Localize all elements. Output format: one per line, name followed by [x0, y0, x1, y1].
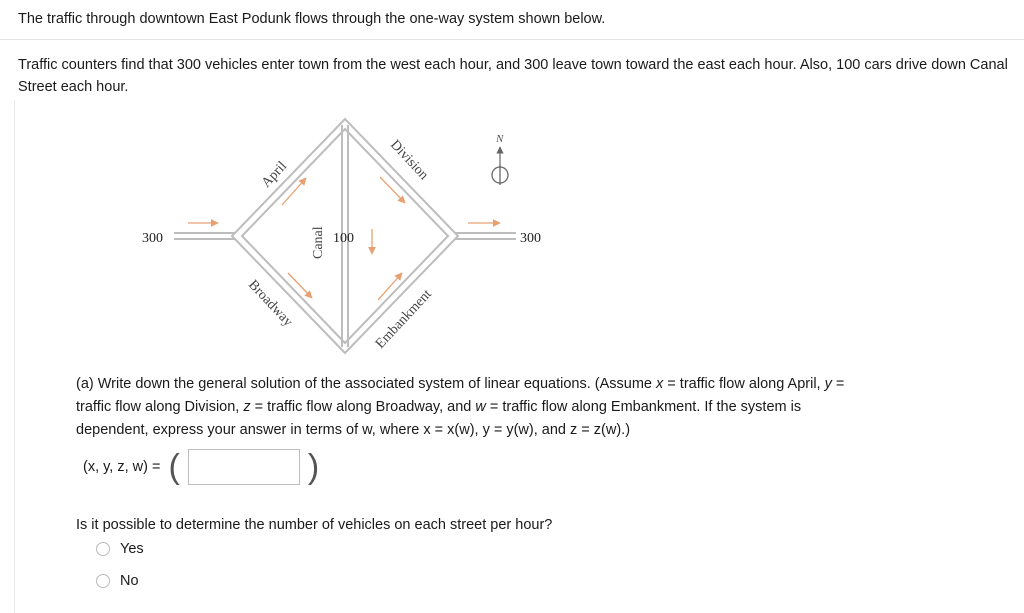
problem-header: [0, 0, 1024, 100]
problem-intro: The traffic through downtown East Podunk flows through the one-way system shown below.: [18, 11, 606, 27]
var-y: y: [824, 376, 832, 392]
canal-flow-value: 100: [333, 231, 354, 246]
header-divider: [0, 39, 1024, 40]
part-a-question: [76, 373, 996, 442]
street-label-canal: Canal: [311, 226, 326, 259]
part-a-text: = traffic flow along Broadway, and: [250, 399, 476, 415]
part-a-text: traffic flow along Division,: [76, 399, 244, 415]
svg-text:N: N: [496, 133, 504, 145]
answer-row: [83, 446, 319, 488]
option-no-label: No: [120, 573, 139, 589]
division-arrow: [380, 177, 405, 203]
paren-close: ): [307, 448, 320, 486]
right-flow-value: 300: [520, 231, 541, 246]
left-flow-value: 300: [142, 231, 163, 246]
part-a-text: (a) Write down the general solution of the associated system of linear equations. (Assume: [76, 376, 657, 392]
part-a-text: = traffic flow along Embankment. If the system is: [485, 399, 802, 415]
answer-input[interactable]: [188, 449, 300, 485]
option-no[interactable]: [96, 573, 139, 589]
part-a-text: =: [831, 376, 845, 392]
part-a-text: dependent, express your answer in terms of w, where x = x(w), y = y(w), and z = z(w).): [76, 422, 631, 438]
part-b-question: Is it possible to determine the number of vehicles on each street per hour?: [76, 517, 553, 533]
part-a-text: = traffic flow along April,: [663, 376, 825, 392]
var-x: x: [656, 376, 664, 392]
street-label-broadway: Broadway: [245, 277, 296, 330]
street-label-division: Division: [387, 137, 431, 184]
problem-paragraph: Traffic counters find that 300 vehicles enter town from the west each hour, and 300 leave town toward the east each hour. Also, 100 cars drive down Canal Street each hour.: [18, 57, 1008, 95]
street-label-embankment: Embankment: [372, 286, 435, 352]
paren-open: (: [168, 448, 180, 486]
option-yes[interactable]: [96, 541, 144, 557]
option-yes-label: Yes: [120, 541, 144, 557]
radio-yes[interactable]: [96, 542, 110, 556]
traffic-diagram: [130, 105, 560, 365]
north-compass-icon: [492, 133, 508, 185]
var-z: z: [243, 399, 251, 415]
answer-label: (x, y, z, w) =: [83, 459, 161, 475]
var-w: w: [475, 399, 486, 415]
street-label-april: April: [258, 158, 291, 191]
content-left-border: [14, 100, 15, 613]
broadway-arrow: [288, 273, 312, 298]
radio-no[interactable]: [96, 574, 110, 588]
